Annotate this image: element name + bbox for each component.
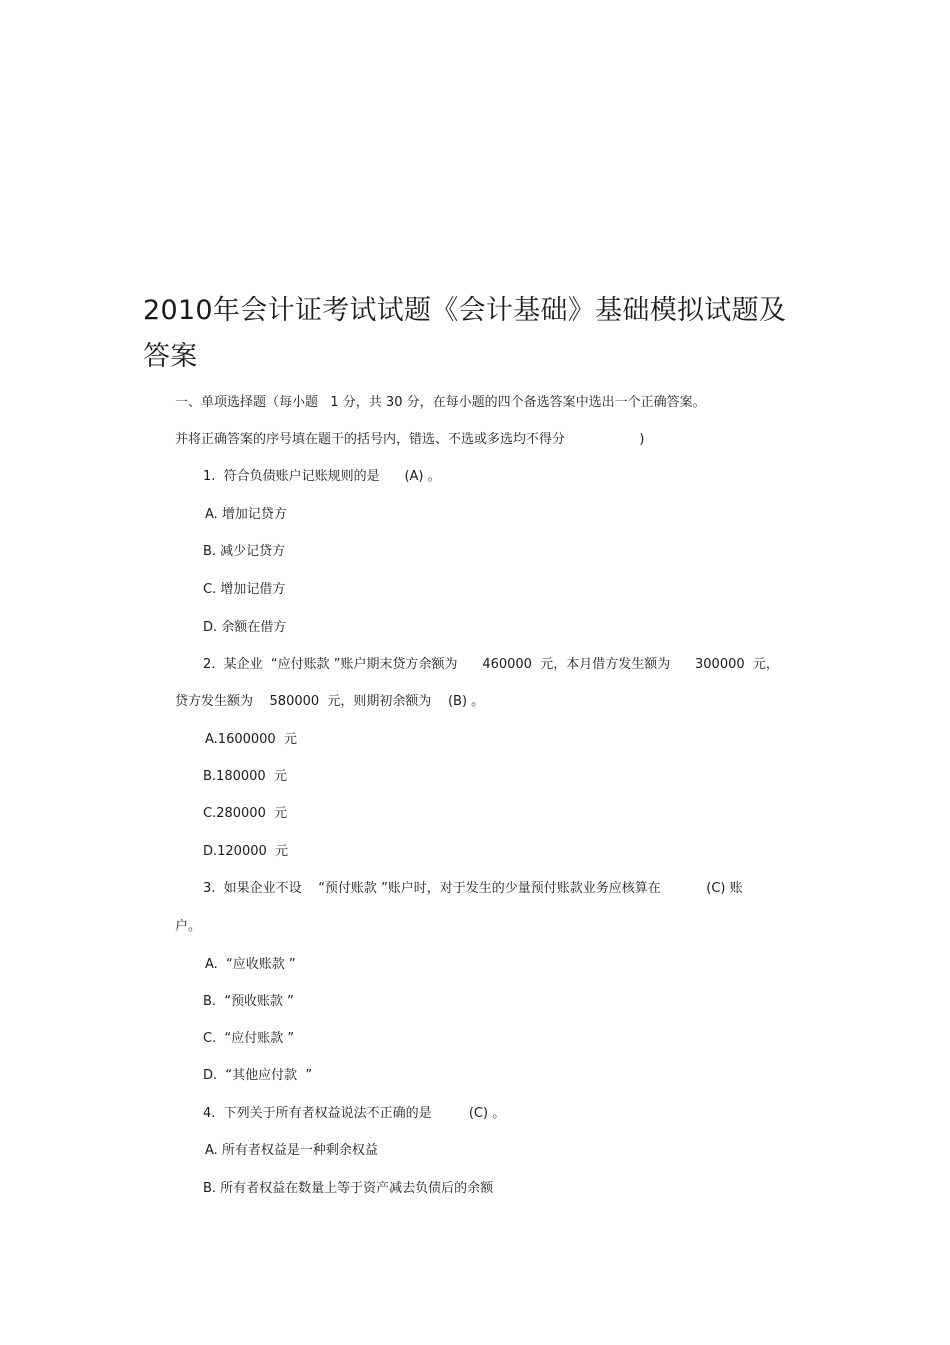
question-3-stem-line-2: 户。 xyxy=(175,919,202,934)
question-3-option-c: C. “应付账款 ” xyxy=(203,1031,295,1046)
question-2-stem-line-2: 贷方发生额为 580000 元，则期初余额为 (B) 。 xyxy=(175,694,485,709)
question-3-option-b: B. “预收账款 ” xyxy=(203,994,294,1009)
question-2-stem-line-1: 2. 某企业 “应付账款 ”账户期末贷方余额为 460000 元，本月借方发生额为 300000 元， xyxy=(203,657,779,672)
question-2-option-c: C.280000 元 xyxy=(203,806,288,821)
question-4-option-a: A. 所有者权益是一种剩余权益 xyxy=(205,1143,378,1158)
question-4-option-b: B. 所有者权益在数量上等于资产减去负债后的余额 xyxy=(203,1181,494,1196)
question-4-stem: 4. 下列关于所有者权益说法不正确的是 (C) 。 xyxy=(203,1106,506,1121)
document-title: 2010年会计证考试试题《会计基础》基础模拟试题及答案 xyxy=(143,295,787,372)
question-3-option-a: A. “应收账款 ” xyxy=(205,957,296,972)
section-heading-line-1: 一、单项选择题（每小题 1 分，共 30 分，在每小题的四个备选答案中选出一个正确答案。 xyxy=(175,395,706,410)
question-3-option-d: D. “其他应付款 ” xyxy=(203,1068,313,1083)
question-2-option-d: D.120000 元 xyxy=(203,844,289,859)
question-1-option-b: B. 减少记贷方 xyxy=(203,544,286,559)
section-heading-line-2: 并将正确答案的序号填在题干的括号内，错选、不选或多选均不得分 ) xyxy=(175,432,645,447)
question-2-option-a: A.1600000 元 xyxy=(205,732,297,747)
question-1-stem: 1. 符合负债账户记账规则的是 (A) 。 xyxy=(203,469,441,484)
question-1-option-c: C. 增加记借方 xyxy=(203,582,286,597)
question-2-option-b: B.180000 元 xyxy=(203,769,287,784)
question-1-option-a: A. 增加记贷方 xyxy=(205,507,287,522)
question-1-option-d: D. 余额在借方 xyxy=(203,620,287,635)
question-3-stem-line-1: 3. 如果企业不设 “预付账款 ”账户时，对于发生的少量预付账款业务应核算在 (C) 账 xyxy=(203,881,743,896)
